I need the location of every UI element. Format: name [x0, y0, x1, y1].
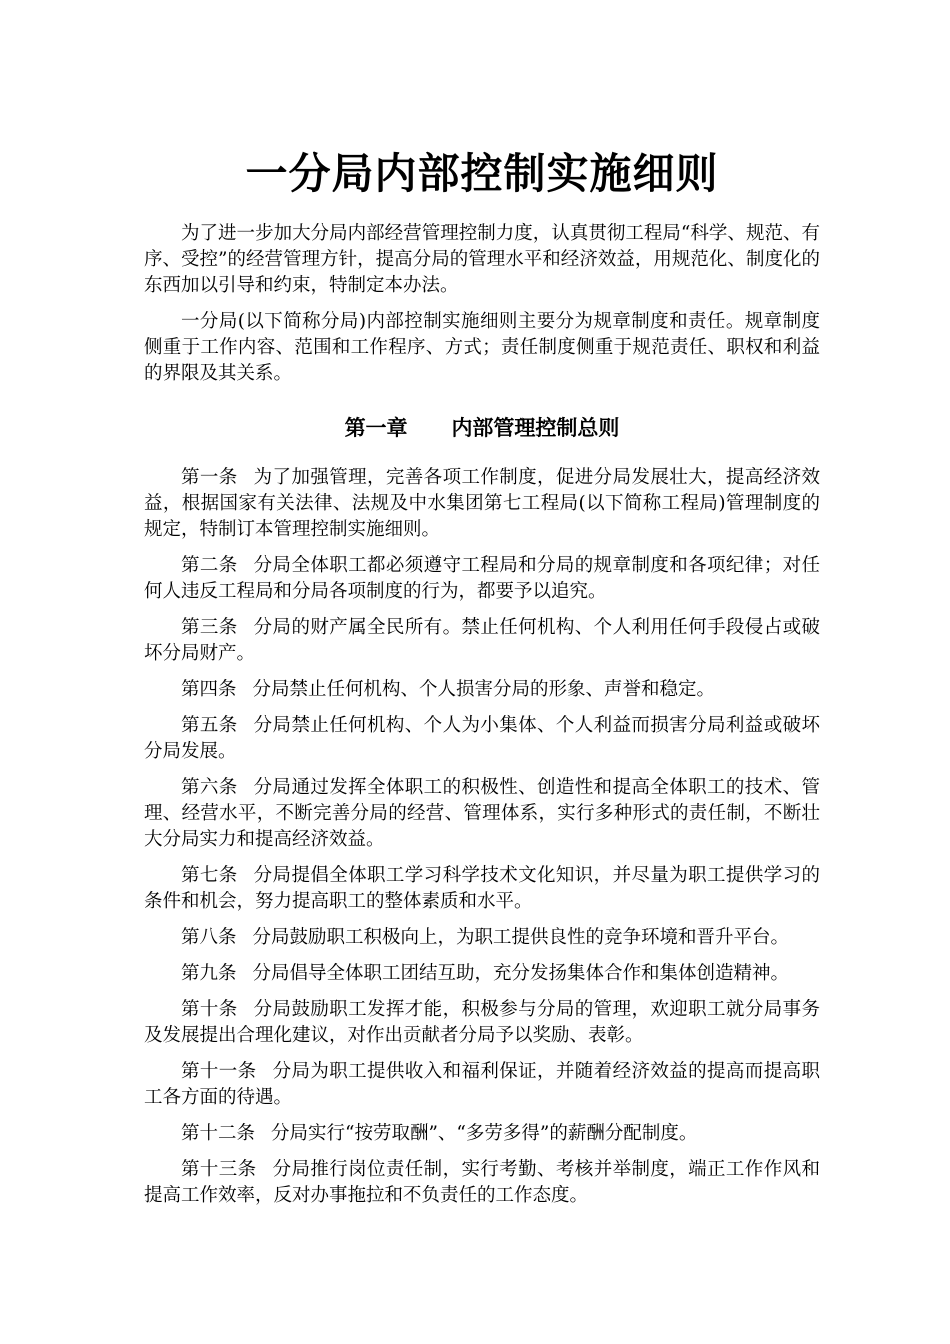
article-text: 分局倡导全体职工团结互助，充分发扬集体合作和集体创造精神。 [252, 963, 790, 984]
chapter-heading [144, 413, 820, 443]
article-paragraph [144, 1157, 820, 1209]
article-text: 分局通过发挥全体职工的积极性、创造性和提高全体职工的技术、管理、经营水平，不断完善分局的经营、管理体系，实行多种形式的责任制，不断壮大分局实力和提高经济效益。 [144, 777, 820, 850]
article-paragraph [144, 553, 820, 605]
article-text: 分局鼓励职工发挥才能，积极参与分局的管理，欢迎职工就分局事务及发展提出合理化建议，对作出贡献者分局予以奖励、表彰。 [144, 999, 820, 1046]
article-text: 分局的财产属全民所有。禁止任何机构、个人利用任何手段侵占或破坏分局财产。 [144, 617, 820, 664]
article-paragraph [144, 997, 820, 1049]
article-paragraph [144, 925, 820, 951]
article-text: 分局实行“按劳取酬”、“多劳多得”的薪酬分配制度。 [271, 1123, 698, 1144]
article-paragraph [144, 775, 820, 853]
article-number: 第二条 [181, 555, 238, 576]
article-text: 分局提倡全体职工学习科学技术文化知识，并尽量为职工提供学习的条件和机会，努力提高职工的整体素质和水平。 [144, 865, 820, 912]
article-paragraph [144, 863, 820, 915]
article-number: 第十一条 [181, 1061, 257, 1082]
article-paragraph [144, 961, 820, 987]
document-body [144, 221, 820, 1219]
intro-paragraph: 为了进一步加大分局内部经营管理控制力度，认真贯彻工程局“科学、规范、有序、受控”的经营管理方针，提高分局的管理水平和经济效益，用规范化、制度化的东西加以引导和约束，特制定本办法。 [144, 223, 820, 296]
article-number: 第八条 [181, 927, 237, 948]
article-list [144, 465, 820, 1209]
article-number: 第一条 [181, 467, 238, 488]
intro-paragraph: 一分局(以下简称分局)内部控制实施细则主要分为规章制度和责任。规章制度侧重于工作内容、范围和工作程序、方式；责任制度侧重于规范责任、职权和利益的界限及其关系。 [144, 311, 820, 384]
document-title: 一分局内部控制实施细则 [245, 149, 719, 198]
article-number: 第十条 [181, 999, 238, 1020]
chapter-number: 第一章 [344, 415, 408, 440]
article-paragraph [144, 465, 820, 543]
article-number: 第四条 [181, 679, 237, 700]
article-number: 第三条 [181, 617, 238, 638]
article-number: 第六条 [181, 777, 238, 798]
article-text: 分局禁止任何机构、个人损害分局的形象、声誉和稳定。 [252, 679, 716, 700]
article-paragraph [144, 615, 820, 667]
article-paragraph [144, 677, 820, 703]
article-paragraph [144, 1059, 820, 1111]
article-number: 第十二条 [181, 1123, 256, 1144]
article-text: 分局全体职工都必须遵守工程局和分局的规章制度和各项纪律；对任何人违反工程局和分局各项制度的行为，都要予以追究。 [144, 555, 820, 602]
article-paragraph [144, 1121, 820, 1147]
article-text: 分局鼓励职工积极向上，为职工提供良性的竞争环境和晋升平台。 [252, 927, 790, 948]
article-number: 第十三条 [181, 1159, 257, 1180]
article-text: 为了加强管理，完善各项工作制度，促进分局发展壮大，提高经济效益，根据国家有关法律、法规及中水集团第七工程局(以下简称工程局)管理制度的规定，特制订本管理控制实施细则。 [144, 467, 820, 540]
article-number: 第五条 [181, 715, 238, 736]
article-text: 分局为职工提供收入和福利保证，并随着经济效益的提高而提高职工各方面的待遇。 [144, 1061, 820, 1108]
article-number: 第九条 [181, 963, 237, 984]
chapter-title: 内部管理控制总则 [451, 415, 620, 440]
article-paragraph [144, 713, 820, 765]
article-number: 第七条 [181, 865, 238, 886]
article-text: 分局推行岗位责任制，实行考勤、考核并举制度，端正工作作风和提高工作效率，反对办事拖拉和不负责任的工作态度。 [144, 1159, 820, 1206]
article-text: 分局禁止任何机构、个人为小集体、个人利益而损害分局利益或破坏分局发展。 [144, 715, 820, 762]
